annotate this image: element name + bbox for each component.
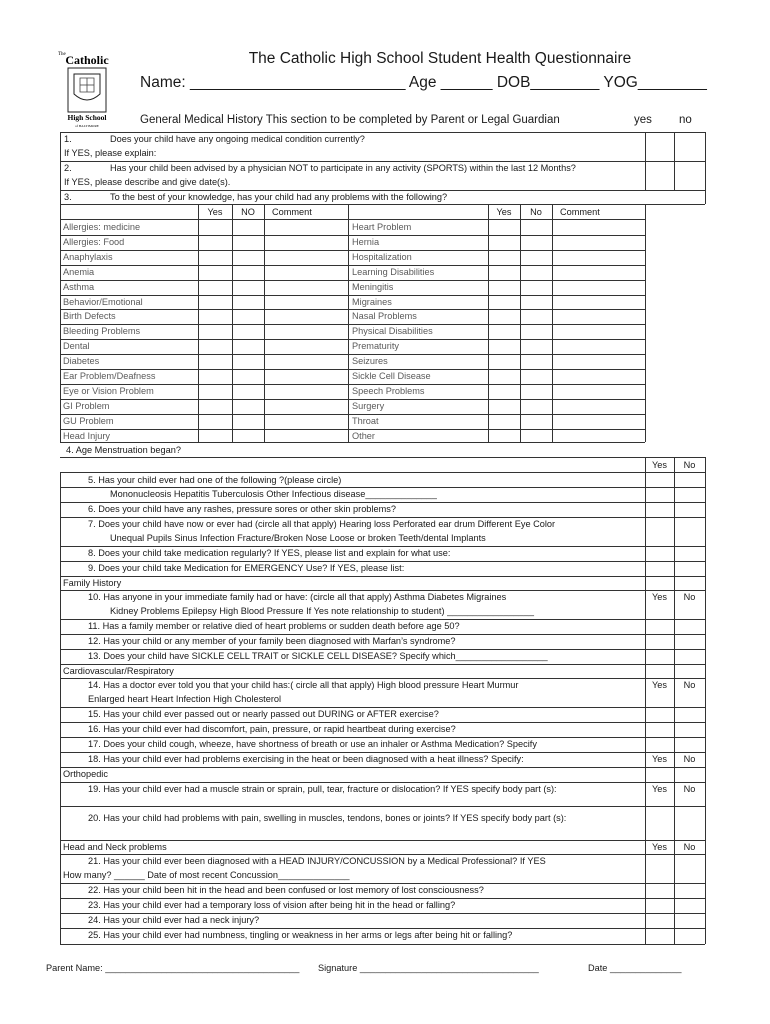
bottom-header-no[interactable]: No [683,460,696,470]
cardio-heading: Cardiovascular/Respiratory [63,666,174,676]
q6-text: 6. Does your child have any rashes, pressure sores or other skin problems? [88,504,396,514]
school-logo [50,48,124,128]
q22-text: 22. Has your child been hit in the head and been confused or lost memory of lost consciousness? [88,885,484,895]
grid-condition-left: Birth Defects [63,311,116,322]
grid-condition-right: Sickle Cell Disease [352,371,431,381]
date-field[interactable]: Date ______________ [588,963,682,973]
q18-text: 18. Has your child ever had problems exercising in the heat or been diagnosed with a heat illness? Specify: [88,754,524,764]
grid-no-header: NO [241,207,255,217]
grid-condition-right: Learning Disabilities [352,266,435,277]
grid-condition-right: Hernia [352,236,380,247]
grid-condition-left: Bleeding Problems [63,326,141,337]
grid-condition-right: Surgery [352,400,385,411]
q10-yes[interactable]: Yes [652,592,667,602]
grid-condition-left: Allergies: medicine [63,222,141,232]
q13-text: 13. Does your child have SICKLE CELL TRAIT or SICKLE CELL DISEASE? Specify which__________________ [88,651,548,661]
q7-options: Unequal Pupils Sinus Infection Fracture/Broken Nose Loose or broken Teeth/dental Implants [110,533,486,543]
q21-details: How many? ______ Date of most recent Concussion______________ [63,870,350,880]
q14-no[interactable]: No [683,680,696,690]
q21-no[interactable]: No [683,842,696,852]
grid-condition-left: GI Problem [63,400,110,411]
grid-condition-right: Prematurity [352,341,399,352]
head-neck-heading: Head and Neck problems [63,842,167,852]
q3-number: 3. [64,192,72,202]
q5-options: Mononucleosis Hepatitis Tuberculosis Other Infectious disease______________ [110,489,437,499]
grid-yes-header: Yes [207,207,223,217]
logo-top-text: The [58,52,66,57]
signature-field[interactable]: Signature ___________________________________ [318,963,539,973]
q1-text: Does your child have any ongoing medical condition currently? [110,134,365,144]
grid-condition-right: Nasal Problems [352,311,417,322]
q1-number: 1. [64,134,72,144]
section-heading: General Medical History This section to be completed by Parent or Legal Guardian [140,114,560,126]
q19-text: 19. Has your child ever had a muscle strain or sprain, pull, tear, fracture or dislocation? If YES specify body part (s): [88,784,557,794]
q15-text: 15. Has your child ever passed out or nearly passed out DURING or AFTER exercise? [88,709,439,719]
q10-options: Kidney Problems Epilepsy High Blood Pressure If Yes note relationship to student) _________________ [110,606,534,616]
q2-number: 2. [64,163,72,173]
q11-text: 11. Has a family member or relative died of heart problems or sudden death before age 50? [88,621,460,631]
grid-condition-left: Diabetes [63,356,100,367]
q2-text: Has your child been advised by a physician NOT to participate in any activity (SPORTS) within the last 12 Months? [110,163,576,173]
no-column-header: no [679,114,692,126]
name-age-dob-yog-line[interactable]: Name: _________________________ Age ______ DOB________ YOG________ [140,74,707,91]
grid-comment-header: Comment [272,207,312,217]
q14-text: 14. Has a doctor ever told you that your child has:( circle all that apply) High blood pressure Heart Murmur [88,680,519,690]
grid-condition-left: Head Injury [63,430,110,441]
grid-condition-left: Behavior/Emotional [63,296,143,307]
q12-text: 12. Has your child or any member of your family been diagnosed with Marfan’s syndrome? [88,636,456,646]
logo-name-text: Catholic [65,53,109,67]
q10-no[interactable]: No [683,592,696,602]
grid-condition-right: Meningitis [352,281,394,292]
grid-condition-right: Speech Problems [352,385,425,396]
grid-condition-left: Anaphylaxis [63,251,113,262]
q25-text: 25. Has your child ever had numbness, tingling or weakness in her arms or legs after being hit or falling? [88,930,513,940]
q2-explain[interactable]: If YES, please describe and give date(s). [64,177,231,187]
q14-yes[interactable]: Yes [652,680,667,690]
grid-condition-right: Heart Problem [352,222,412,232]
q1-explain[interactable]: If YES, please explain: [64,148,157,158]
q3-text: To the best of your knowledge, has your child had any problems with the following? [110,192,448,202]
yes-column-header: yes [634,114,652,126]
logo-bottom-text: High School [67,113,107,122]
q8-text: 8. Does your child take medication regularly? If YES, please list and explain for what use: [88,548,451,558]
q19-no[interactable]: No [683,784,696,794]
q7-text: 7. Does your child have now or ever had (circle all that apply) Hearing loss Perforated ear drum Different Eye Color [88,519,556,529]
q5-text: 5. Has your child ever had one of the following ?(please circle) [88,475,342,485]
q23-text: 23. Has your child ever had a temporary loss of vision after being hit in the head or falling? [88,900,456,910]
q24-text: 24. Has your child ever had a neck injury? [88,915,260,925]
school-crest-icon [50,48,124,128]
q17-text: 17. Does your child cough, wheeze, have shortness of breath or use an inhaler or Asthma Medication? Specify [88,739,537,749]
q10-text: 10. Has anyone in your immediate family had or have: (circle all that apply) Asthma Diabetes Migraines [88,592,507,602]
parent-name-field[interactable]: Parent Name: ______________________________________ [46,963,300,973]
q14-options: Enlarged heart Heart Infection High Cholesterol [88,694,282,704]
q16-text: 16. Has your child ever had discomfort, pain, pressure, or rapid heartbeat during exercise? [88,724,456,734]
grid-condition-right: Other [352,430,375,441]
q18-yes[interactable]: Yes [652,754,667,764]
grid-condition-right: Throat [352,415,379,426]
orthopedic-heading: Orthopedic [63,769,108,779]
grid-condition-left: Asthma [63,281,95,292]
q4-text[interactable]: 4. Age Menstruation began? [66,445,181,455]
q21-text: 21. Has your child ever been diagnosed with a HEAD INJURY/CONCUSSION by a Medical Professional? If YES [88,856,546,866]
q21-yes[interactable]: Yes [652,842,667,852]
grid-condition-right: Migraines [352,296,392,307]
grid-condition-left: Anemia [63,266,95,277]
grid-condition-right: Seizures [352,356,388,367]
grid-no2-header: No [530,207,542,217]
grid-condition-left: Allergies: Food [63,236,125,247]
family-history-heading: Family History [63,578,122,588]
page-title: The Catholic High School Student Health Questionnaire [248,50,632,67]
grid-condition-left: Ear Problem/Deafness [63,371,156,381]
grid-comment2-header: Comment [560,207,600,217]
grid-yes2-header: Yes [496,207,512,217]
q19-yes[interactable]: Yes [652,784,667,794]
logo-city-text: of BALTIMORE [75,124,99,128]
q9-text: 9. Does your child take Medication for EMERGENCY Use? If YES, please list: [88,563,405,573]
q18-no[interactable]: No [683,754,696,764]
q20-text: 20. Has your child had problems with pain, swelling in muscles, tendons, bones or joints? If YES specify body part (s): [88,813,567,823]
grid-condition-left: GU Problem [63,415,114,426]
bottom-header-yes[interactable]: Yes [652,460,667,470]
grid-condition-left: Eye or Vision Problem [63,385,154,396]
grid-condition-right: Hospitalization [352,251,412,262]
grid-condition-left: Dental [63,341,90,352]
grid-condition-right: Physical Disabilities [352,326,433,337]
